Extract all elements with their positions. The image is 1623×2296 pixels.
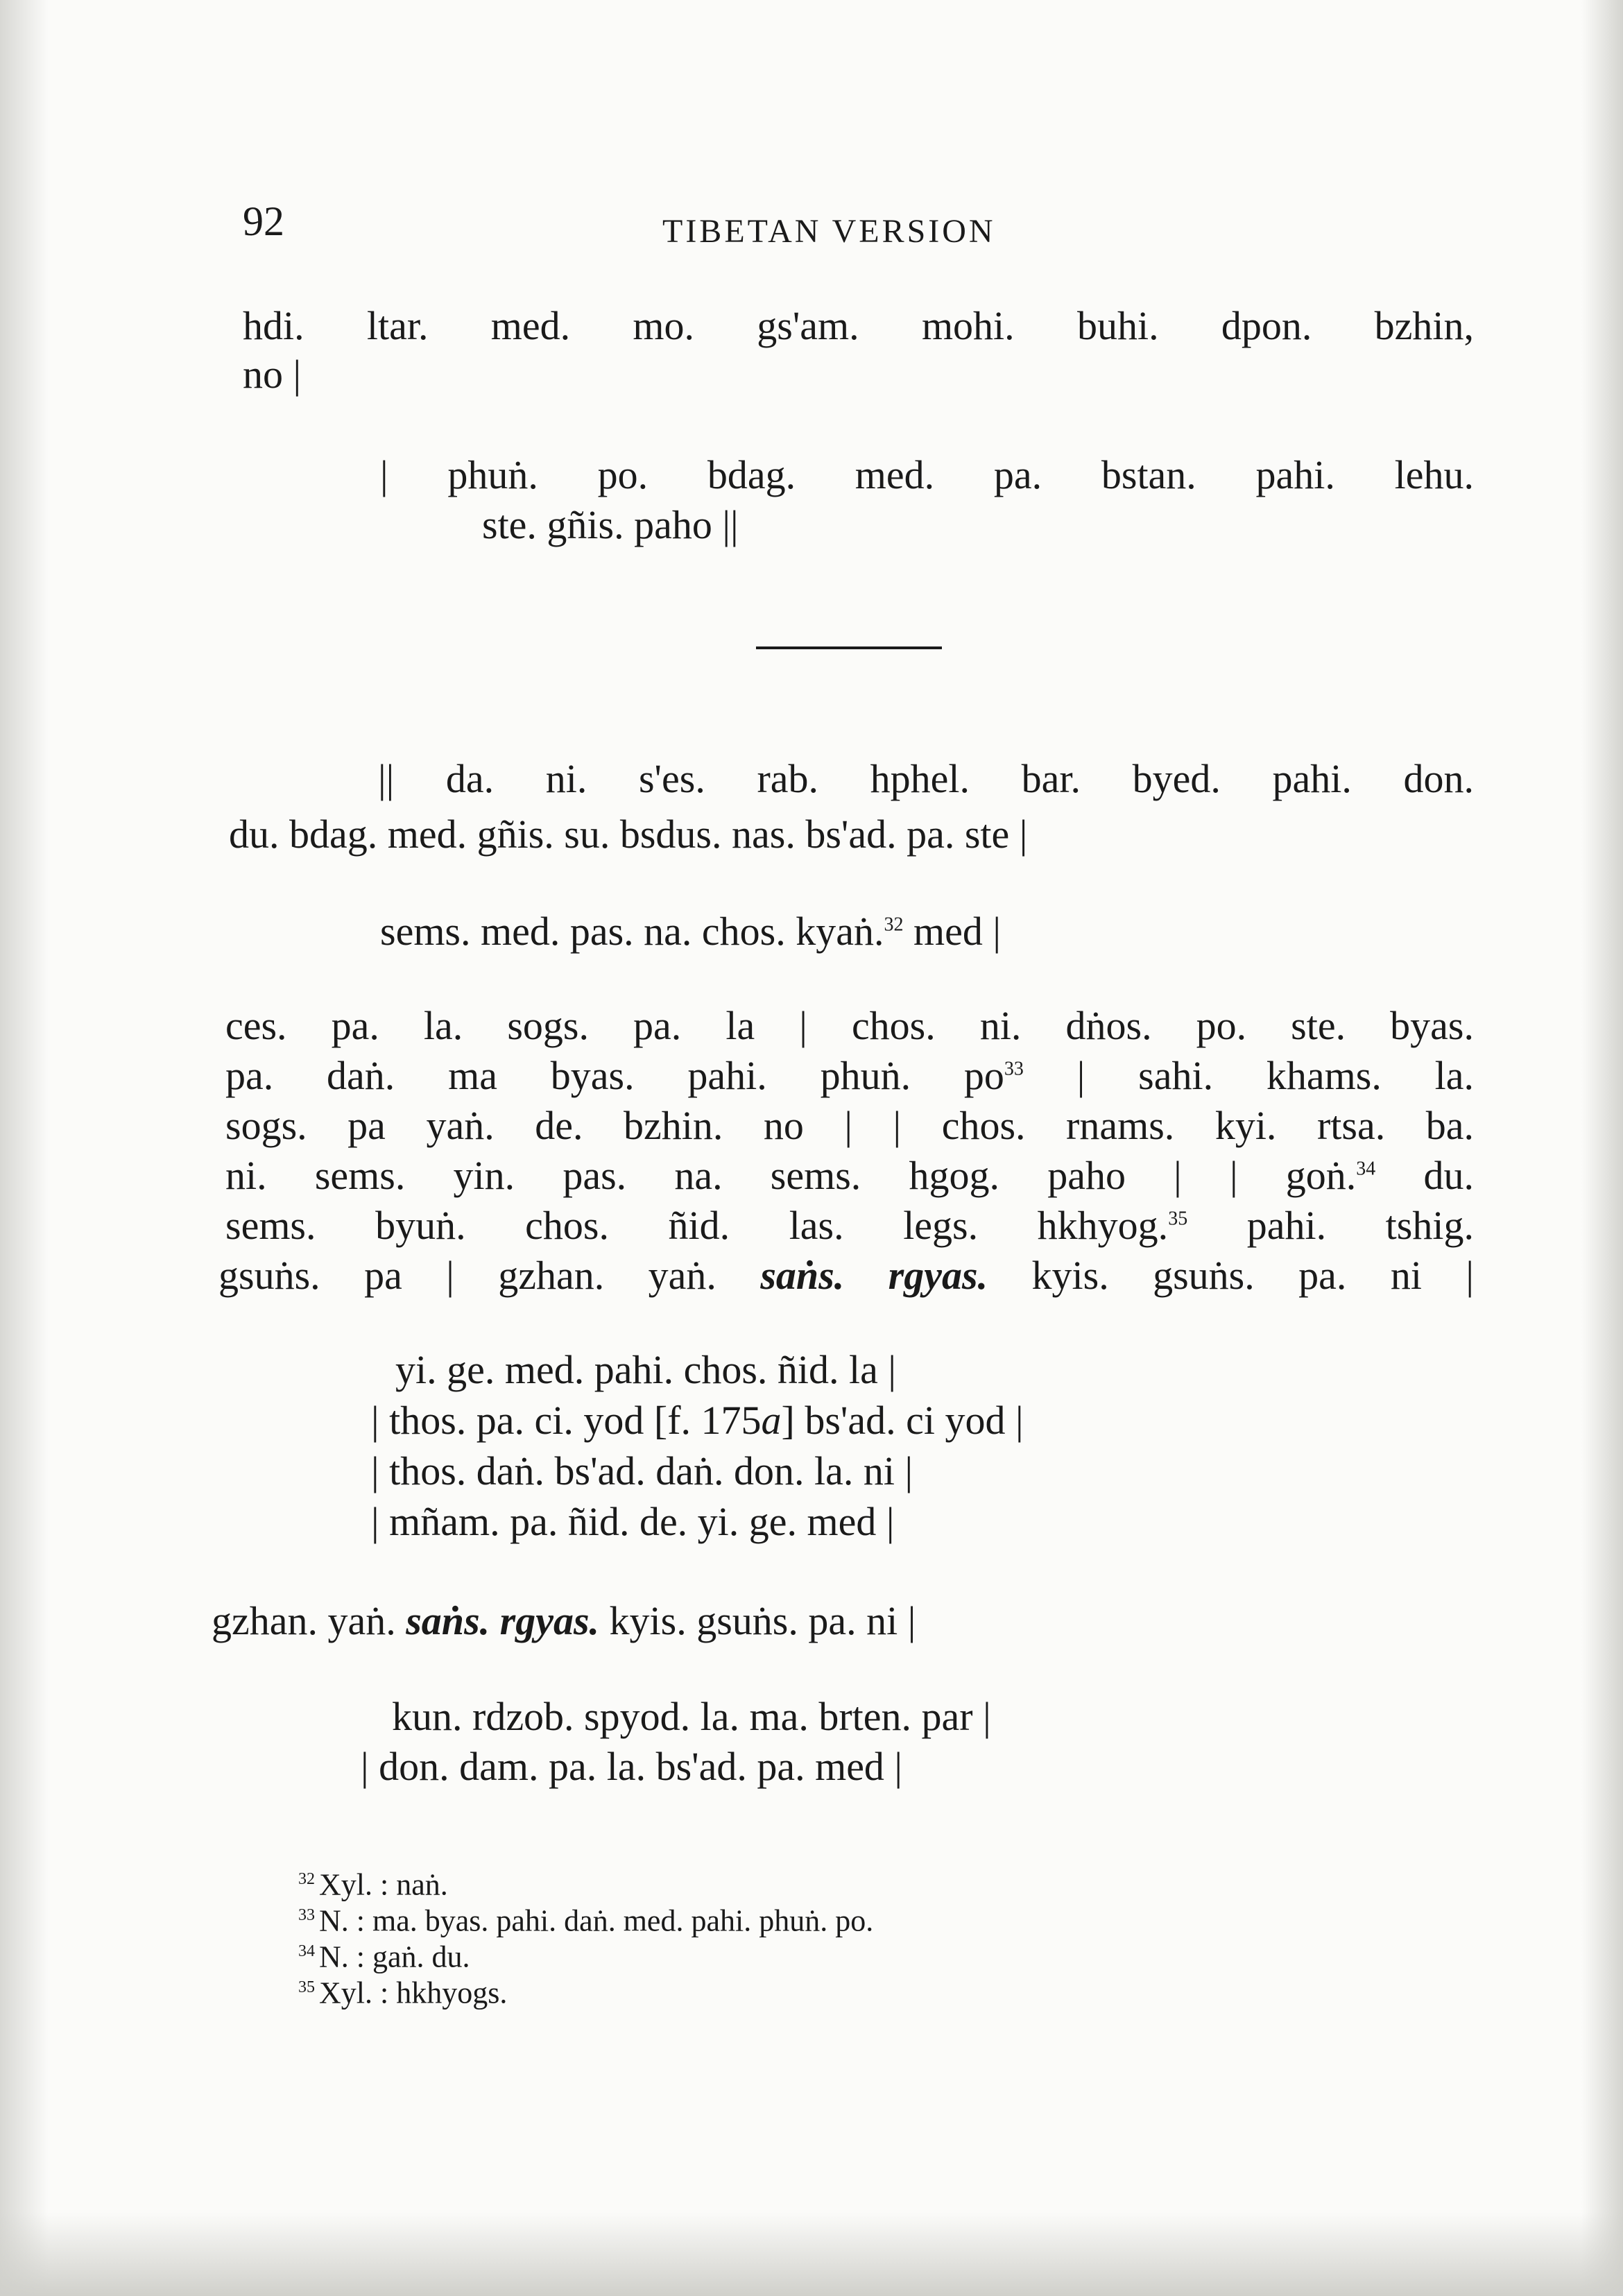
running-title: TIBETAN VERSION [662,213,996,250]
footnote-text: N. : ma. byas. pahi. daṅ. med. pahi. phuṅ. po. [319,1903,874,1938]
text-line: no | [243,352,302,397]
verse-text: ] bs'ad. ci yod | [781,1398,1024,1443]
verse-text: | thos. pa. ci. yod [f. 175 [371,1398,762,1443]
text-segment: du. [1375,1153,1474,1198]
verse-line: yi. ge. med. pahi. chos. ñid. la | [395,1347,896,1392]
text-line [225,1052,1474,1100]
text-segment: pa. daṅ. ma byas. pahi. phuṅ. po [225,1053,1004,1098]
footnote-marker: 35 [298,1978,315,1996]
text-segment: gsuṅs. pa | gzhan. yaṅ. [218,1253,761,1298]
text-line: || da. ni. s'es. rab. hphel. bar. byed. pahi. don. [378,756,1474,801]
verse-text: sems. med. pas. na. chos. kyaṅ. [380,909,884,954]
text-line [225,1201,1474,1250]
footnote-marker: 32 [298,1870,315,1888]
footnote-text: Xyl. : hkhyogs. [319,1976,508,2010]
text-line: ces. pa. la. sogs. pa. la | chos. ni. dṅos. po. ste. byas. [225,1003,1474,1048]
note-marker: 33 [1004,1058,1024,1080]
verse-line: | don. dam. pa. la. bs'ad. pa. med | [361,1744,903,1789]
footnote [298,1935,470,1974]
note-marker: 34 [1356,1158,1376,1180]
text-line: sogs. pa yaṅ. de. bzhin. no | | chos. rnams. kyi. rtsa. ba. [225,1103,1474,1148]
verse-line: kun. rdzob. spyod. la. ma. brten. par | [392,1694,991,1739]
footnote-text: Xyl. : naṅ. [319,1867,448,1902]
text-segment: | sahi. khams. la. [1023,1053,1475,1098]
text-line [225,1151,1474,1200]
verse-text: med | [903,909,1001,954]
folio-side: a [761,1398,782,1443]
verse-line: ste. gñis. paho || [482,502,739,547]
footnote-marker: 33 [298,1906,315,1924]
text-line: du. bdag. med. gñis. su. bsdus. nas. bs'ad. pa. ste | [229,812,1028,857]
page-number: 92 [243,198,284,244]
text-line [212,1597,916,1645]
section-divider [756,646,942,649]
footnote-text: N. : gaṅ. du. [319,1939,470,1974]
verse-line: | mñam. pa. ñid. de. yi. ge. med | [371,1499,895,1544]
text-segment: kyis. gsuṅs. pa. ni | [988,1253,1474,1298]
verse-line [380,907,1001,956]
footnote-marker: 34 [298,1942,315,1960]
text-segment: kyis. gsuṅs. pa. ni | [599,1598,916,1643]
page-edge-shadow-bottom [0,2213,1623,2296]
note-marker: 32 [884,914,904,936]
verse-line [371,1396,1024,1445]
verse-line: | thos. daṅ. bs'ad. daṅ. don. la. ni | [371,1448,913,1493]
footnote [298,1971,507,2010]
italic-name: saṅs. rgyas. [760,1253,988,1298]
text-line: hdi. ltar. med. mo. gs'am. mohi. buhi. dpon. bzhin, [243,303,1474,348]
footnote [298,1899,873,1938]
text-segment: sems. byuṅ. chos. ñid. las. legs. hkhyog. [225,1203,1169,1248]
page-edge-shadow-left [0,0,49,2296]
verse-line: | phuṅ. po. bdag. med. pa. bstan. pahi. lehu. [380,452,1474,497]
text-segment: ni. sems. yin. pas. na. sems. hgog. paho | | goṅ. [225,1153,1357,1198]
italic-name: saṅs. rgyas. [406,1598,600,1643]
note-marker: 35 [1168,1208,1188,1230]
text-segment: gzhan. yaṅ. [212,1598,406,1643]
page-edge-shadow-right [1581,0,1623,2296]
text-segment: pahi. tshig. [1187,1203,1474,1248]
text-line [218,1251,1474,1300]
footnote [298,1862,448,1902]
